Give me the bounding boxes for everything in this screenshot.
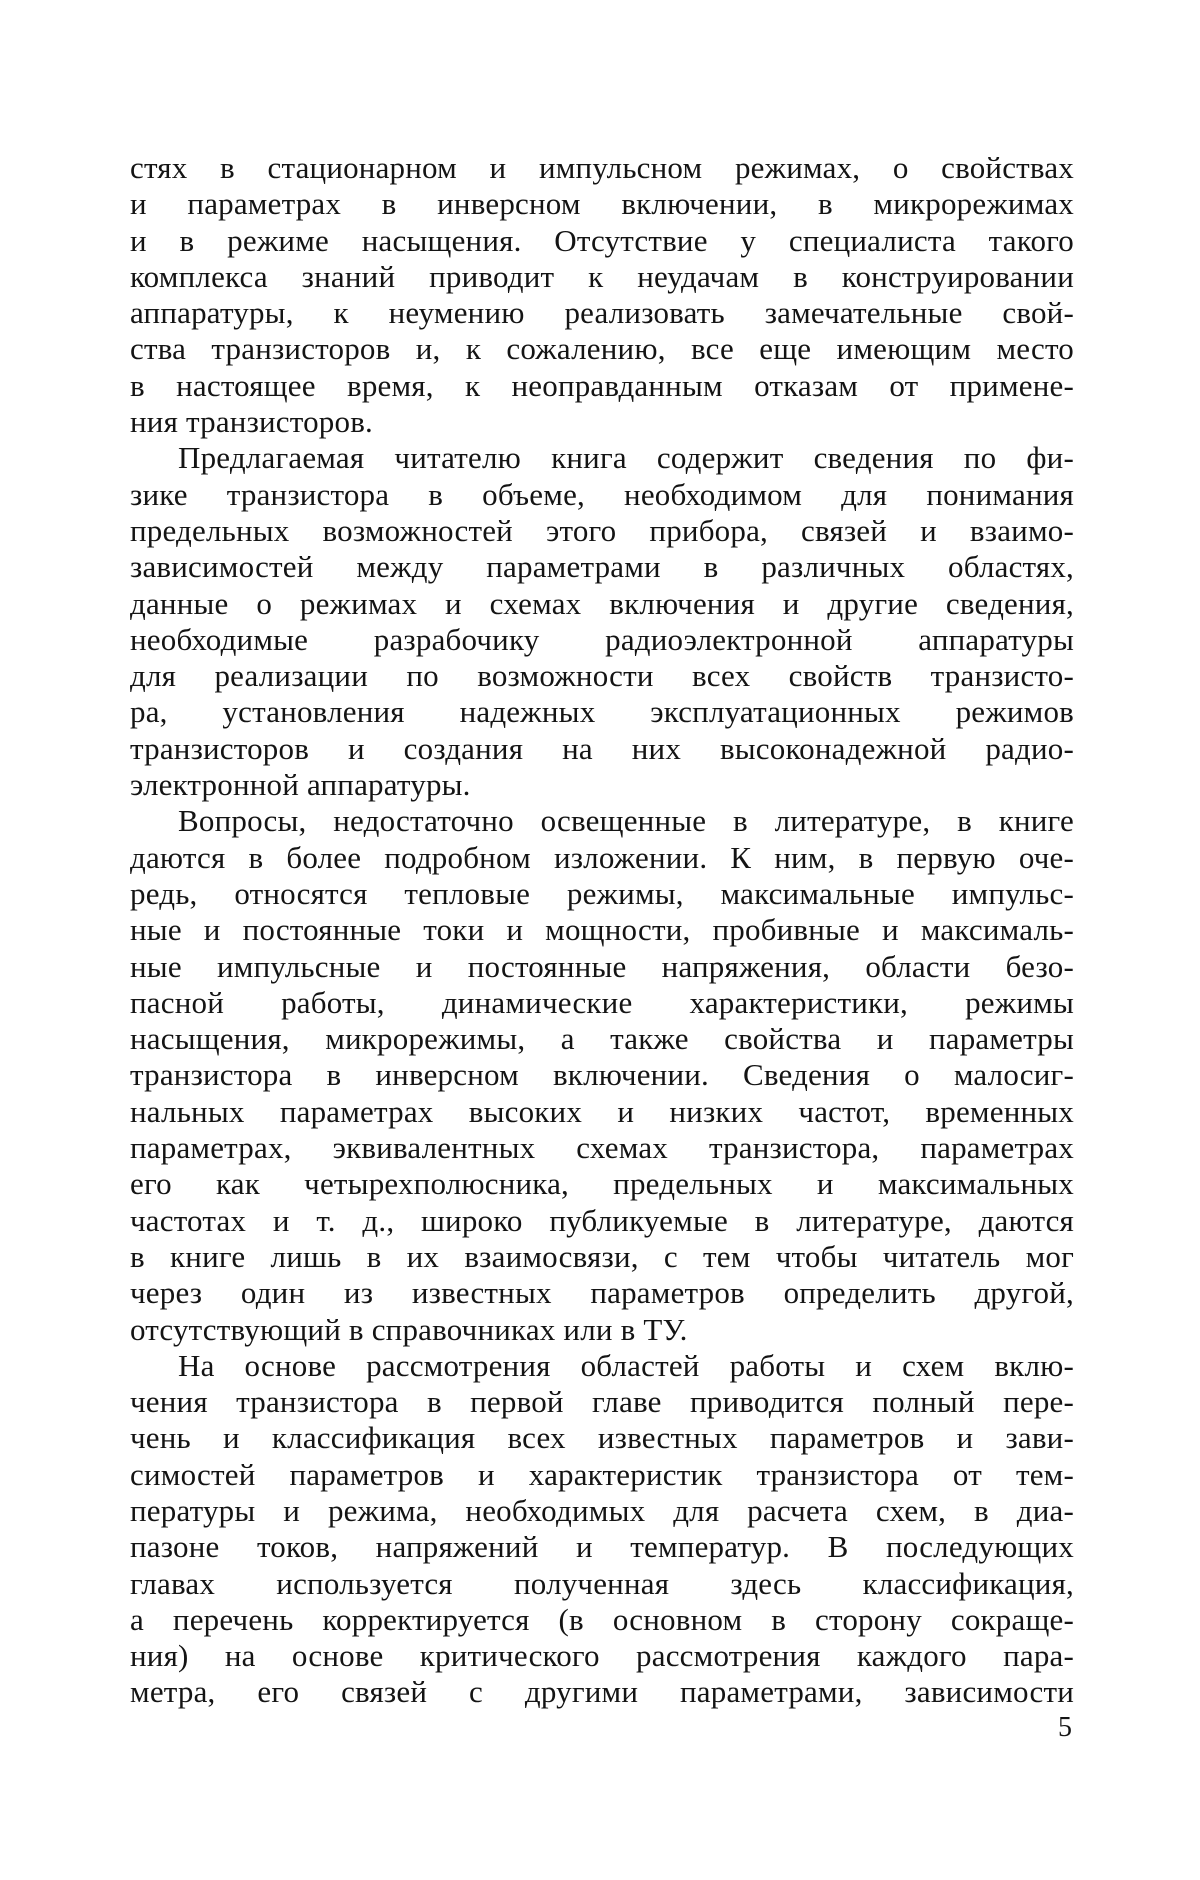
text-line: ра, установления надежных эксплуатационных режимов <box>130 694 1074 730</box>
page-number: 5 <box>1058 1712 1072 1744</box>
text-line: необходимые разрабочику радиоэлектронной аппаратуры <box>130 622 1074 658</box>
text-line: насыщения, микрорежимы, а также свойства и параметры <box>130 1021 1074 1057</box>
text-line: транзисторов и создания на них высоконадежной радио- <box>130 731 1074 767</box>
text-line: и параметрах в инверсном включении, в микрорежимах <box>130 186 1074 222</box>
text-line: Вопросы, недостаточно освещенные в литературе, в книге <box>130 803 1074 839</box>
text-line: предельных возможностей этого прибора, связей и взаимо- <box>130 513 1074 549</box>
paragraph-2 <box>130 440 1074 803</box>
text-line: в книге лишь в их взаимосвязи, с тем чтобы читатель мог <box>130 1239 1074 1275</box>
text-line: нальных параметрах высоких и низких частот, временных <box>130 1094 1074 1130</box>
text-line: данные о режимах и схемах включения и другие сведения, <box>130 586 1074 622</box>
text-line: пасной работы, динамические характеристики, режимы <box>130 985 1074 1021</box>
text-line: параметрах, эквивалентных схемах транзистора, параметрах <box>130 1130 1074 1166</box>
text-line: стях в стационарном и импульсном режимах, о свойствах <box>130 150 1074 186</box>
text-line: аппаратуры, к неумению реализовать замечательные свой- <box>130 295 1074 331</box>
text-line: пазоне токов, напряжений и температур. В последующих <box>130 1529 1074 1565</box>
text-line: пературы и режима, необходимых для расчета схем, в диа- <box>130 1493 1074 1529</box>
text-line: главах используется полученная здесь классификация, <box>130 1566 1074 1602</box>
text-line: ные и постоянные токи и мощности, пробивные и максималь- <box>130 912 1074 948</box>
text-line: редь, относятся тепловые режимы, максимальные импульс- <box>130 876 1074 912</box>
text-line: чения транзистора в первой главе приводится полный пере- <box>130 1384 1074 1420</box>
paragraph-4 <box>130 1348 1074 1711</box>
text-line: частотах и т. д., широко публикуемые в литературе, даются <box>130 1203 1074 1239</box>
text-line: отсутствующий в справочниках или в ТУ. <box>130 1312 1074 1348</box>
text-line: зике транзистора в объеме, необходимом для понимания <box>130 477 1074 513</box>
paragraph-1 <box>130 150 1074 440</box>
book-page <box>0 0 1200 1880</box>
text-line: ния) на основе критического рассмотрения каждого пара- <box>130 1638 1074 1674</box>
paragraph-3 <box>130 803 1074 1347</box>
text-line: метра, его связей с другими параметрами, зависимости <box>130 1674 1074 1710</box>
text-line: его как четырехполюсника, предельных и максимальных <box>130 1166 1074 1202</box>
text-line: для реализации по возможности всех свойств транзисто- <box>130 658 1074 694</box>
text-line: в настоящее время, к неоправданным отказам от примене- <box>130 368 1074 404</box>
text-line: и в режиме насыщения. Отсутствие у специалиста такого <box>130 223 1074 259</box>
text-line: На основе рассмотрения областей работы и схем вклю- <box>130 1348 1074 1384</box>
text-line: Предлагаемая читателю книга содержит сведения по фи- <box>130 440 1074 476</box>
text-line: транзистора в инверсном включении. Сведения о малосиг- <box>130 1057 1074 1093</box>
text-line: зависимостей между параметрами в различных областях, <box>130 549 1074 585</box>
text-line: симостей параметров и характеристик транзистора от тем- <box>130 1457 1074 1493</box>
text-line: комплекса знаний приводит к неудачам в конструировании <box>130 259 1074 295</box>
text-line: ния транзисторов. <box>130 404 1074 440</box>
text-line: чень и классификация всех известных параметров и зави- <box>130 1420 1074 1456</box>
text-line: электронной аппаратуры. <box>130 767 1074 803</box>
text-line: даются в более подробном изложении. К ним, в первую оче- <box>130 840 1074 876</box>
text-line: через один из известных параметров определить другой, <box>130 1275 1074 1311</box>
body-text <box>130 150 1074 1711</box>
text-line: ные импульсные и постоянные напряжения, области безо- <box>130 949 1074 985</box>
text-line: а перечень корректируется (в основном в сторону сокраще- <box>130 1602 1074 1638</box>
text-line: ства транзисторов и, к сожалению, все еще имеющим место <box>130 331 1074 367</box>
